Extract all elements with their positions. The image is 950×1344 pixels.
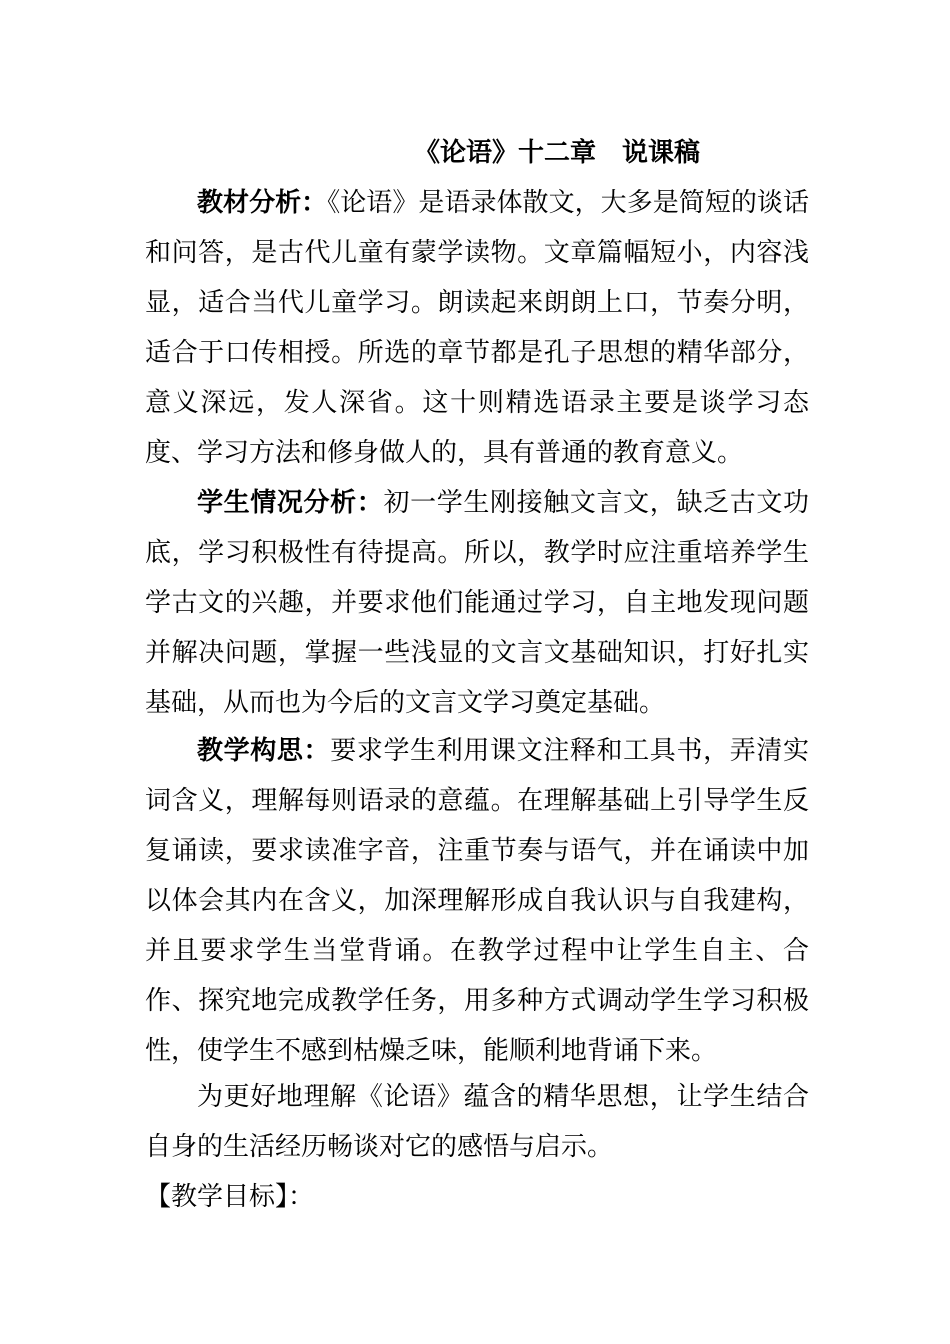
- paragraph-text: 初一学生刚接触文言文，缺乏古文功底，学习积极性有待提高。所以，教学时应注重培养学生学古文的兴趣，并要求他们能通过学习，自主地发现问题并解决问题，掌握一些浅显的文言文基础知识，打好扎实基础，从而也为今后的文言文学习奠定基础。: [145, 488, 809, 718]
- paragraph-student-analysis: [145, 478, 809, 728]
- body-text: [145, 478, 809, 728]
- paragraph-teaching-concept: [145, 726, 809, 1076]
- paragraph-label: 学生情况分析：: [197, 488, 384, 518]
- page-title: 《论语》十二章 说课稿: [414, 138, 701, 168]
- paragraph-closing: [145, 1072, 809, 1172]
- section-heading-teaching-goals: 【教学目标】：: [145, 1182, 315, 1212]
- body-text: [145, 178, 809, 478]
- paragraph-textbook-analysis: [145, 178, 809, 478]
- paragraph-text: 《论语》是语录体散文，大多是简短的谈话和问答，是古代儿童有蒙学读物。文章篇幅短小，内容浅显，适合当代儿童学习。朗读起来朗朗上口，节奏分明，适合于口传相授。所选的章节都是孔子思想的精华部分，意义深远，发人深省。这十则精选语录主要是谈学习态度、学习方法和修身做人的，具有普通的教育意义。: [145, 188, 809, 468]
- paragraph-label: 教材分析：: [197, 188, 328, 218]
- paragraph-text: 为更好地理解《论语》蕴含的精华思想，让学生结合自身的生活经历畅谈对它的感悟与启示。: [145, 1082, 809, 1162]
- paragraph-label: 教学构思：: [197, 736, 331, 766]
- body-text: [145, 726, 809, 1076]
- body-text: [145, 1172, 809, 1222]
- body-text: [145, 1072, 809, 1172]
- paragraph-text: 要求学生利用课文注释和工具书，弄清实词含义，理解每则语录的意蕴。在理解基础上引导学生反复诵读，要求读准字音，注重节奏与语气，并在诵读中加以体会其内在含义，加深理解形成自我认识与自我建构，并且要求学生当堂背诵。在教学过程中让学生自主、合作、探究地完成教学任务，用多种方式调动学生学习积极性，使学生不感到枯燥乏味，能顺利地背诵下来。: [145, 736, 809, 1066]
